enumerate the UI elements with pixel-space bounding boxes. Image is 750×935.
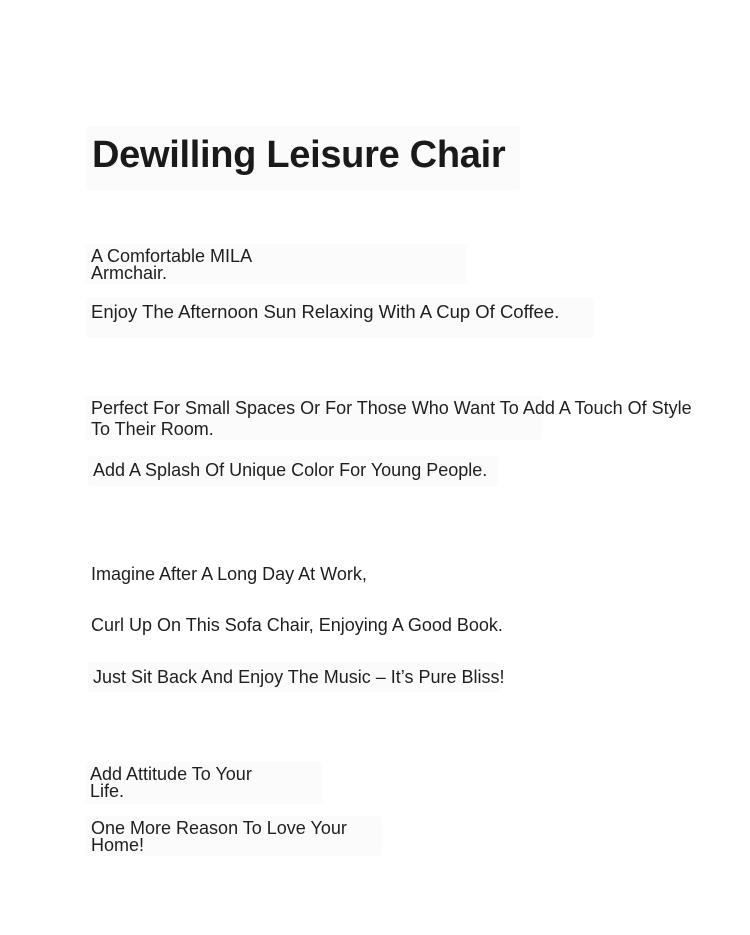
text-line: A Comfortable MILA [91, 246, 253, 266]
text-block-attitude [90, 766, 252, 800]
text-long-day: Imagine After A Long Day At Work, [91, 564, 367, 584]
text-good-book: Curl Up On This Sofa Chair, Enjoying A Good Book. [91, 615, 503, 635]
text-music: Just Sit Back And Enjoy The Music – It’s Pure Bliss! [93, 667, 505, 687]
page-title: Dewilling Leisure Chair [92, 134, 506, 176]
text-line: One More Reason To Love Your [91, 818, 347, 838]
text-line: Armchair. [91, 263, 168, 283]
text-block-armchair [91, 248, 252, 282]
text-block-love-home [91, 820, 347, 854]
text-line: To Their Room. [91, 419, 214, 439]
text-line: Home! [91, 835, 145, 855]
text-line: Add Attitude To Your [90, 764, 252, 784]
text-afternoon-sun: Enjoy The Afternoon Sun Relaxing With A Cup Of Coffee. [91, 301, 560, 322]
text-line: Perfect For Small Spaces Or For Those Who Want To Add A Touch Of Style [91, 398, 692, 418]
text-line: Life. [90, 781, 125, 801]
text-block-small-spaces [91, 398, 692, 440]
text-unique-color: Add A Splash Of Unique Color For Young People. [93, 460, 488, 480]
